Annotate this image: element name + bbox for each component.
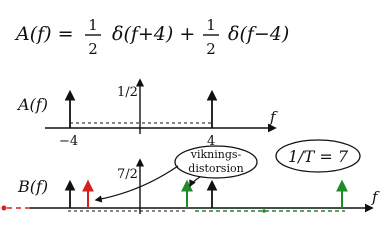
equation-term2: δ(f−4) — [228, 23, 290, 45]
plot-a-tick-pos: 4 — [207, 134, 216, 149]
plot-b-xlabel: f — [372, 188, 378, 206]
plot-a-xlabel: f — [270, 108, 276, 126]
equation-frac1-num: 1 — [88, 16, 98, 34]
equation-frac2-num: 1 — [206, 16, 216, 34]
annotation-line-1: viknings- — [190, 148, 242, 161]
sampling-label: 1/T = 7 — [288, 147, 348, 166]
plot-b-alias-green-dot — [262, 209, 266, 213]
plot-b — [2, 140, 381, 214]
equation-frac2-den: 2 — [206, 40, 216, 58]
annotation-line-2: distorsion — [188, 162, 244, 175]
plot-a-ylabel: A(f) — [18, 95, 48, 114]
annotation-arrow-to-green — [190, 177, 200, 186]
plot-b-height-label: 7/2 — [117, 167, 138, 182]
plot-b-alias-left-dot — [2, 206, 7, 211]
plot-b-ylabel: B(f) — [18, 177, 49, 196]
equation — [14, 16, 289, 58]
plot-a-tick-neg: −4 — [59, 134, 79, 149]
plot-a — [16, 80, 278, 149]
equation-frac1-den: 2 — [88, 40, 98, 58]
equation-term1: δ(f+4) + — [112, 23, 196, 45]
plot-a-height-label: 1/2 — [117, 85, 138, 100]
equation-lhs: A(f) = — [16, 23, 74, 45]
